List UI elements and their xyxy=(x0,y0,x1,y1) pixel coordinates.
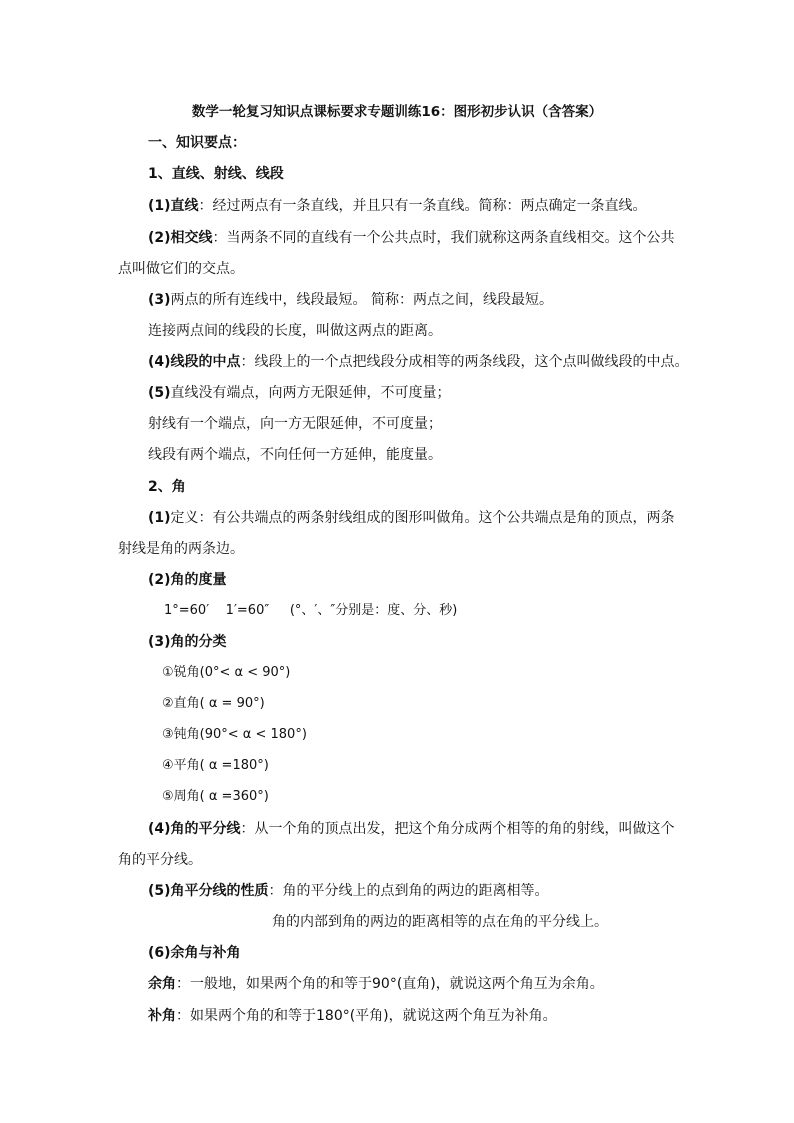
term-complementary: 余角 xyxy=(148,976,176,992)
item-angle-types xyxy=(148,632,227,652)
item-text: 两点的所有连线中，线段最短。 简称：两点之间，线段最短。 xyxy=(170,292,553,308)
angle-type-full: ⑤周角( α =360°) xyxy=(162,789,269,804)
angle-type-straight: ④平角( α =180°) xyxy=(162,758,269,773)
term-supplementary: 补角 xyxy=(148,1008,176,1024)
angle-type-obtuse: ③钝角(90°< α < 180°) xyxy=(162,727,307,742)
distance-definition: 连接两点间的线段的长度，叫做这两点的距离。 xyxy=(148,323,442,339)
item-number: (1) xyxy=(148,510,171,526)
term-midpoint: 线段的中点 xyxy=(170,354,241,370)
ray-description: 射线有一个端点，向一方无限延伸，不可度量； xyxy=(148,416,442,432)
item-text: 定义：有公共端点的两条射线组成的图形叫做角。这个公共端点是角的顶点，两条 xyxy=(170,510,675,526)
term-intersecting-lines: 相交线 xyxy=(170,230,213,246)
item-continuation: 点叫做它们的交点。 xyxy=(118,261,244,277)
item-text: 余角与补角 xyxy=(170,945,241,961)
item-angle-measure xyxy=(148,570,227,590)
term-straight-line: 直线 xyxy=(170,198,199,214)
item-number: (4) xyxy=(148,821,171,837)
item-intersecting-lines xyxy=(148,228,675,248)
item-text: ：如果两个角的和等于180°(平角)，就说这两个角互为补角。 xyxy=(176,1008,557,1024)
item-text: ：经过两点有一条直线，并且只有一条直线。简称：两点确定一条直线。 xyxy=(198,198,647,214)
document-title: 数学一轮复习知识点课标要求专题训练16：图形初步认识（含答案） xyxy=(191,104,603,120)
item-continuation: 角的平分线。 xyxy=(118,852,202,868)
item-number: (2) xyxy=(148,572,171,588)
item-shortest-segment xyxy=(148,290,553,310)
item-number: (4) xyxy=(148,354,171,370)
section-heading-knowledge: 一、知识要点： xyxy=(148,135,246,151)
item-number: (5) xyxy=(148,385,171,401)
item-number: (1) xyxy=(148,198,171,214)
item-text: 直线没有端点，向两方无限延伸，不可度量； xyxy=(170,385,451,401)
angle-units: 1°=60′ 1′=60″ (°、′、″分别是：度、分、秒) xyxy=(164,603,458,618)
item-number: (3) xyxy=(148,634,171,650)
item-text: ：角的平分线上的点到角的两边的距离相等。 xyxy=(268,883,549,899)
item-angle-definition xyxy=(148,508,675,528)
item-text: ：当两条不同的直线有一个公共点时，我们就称这两条直线相交。这个公共 xyxy=(212,230,675,246)
supplementary-definition xyxy=(148,1006,557,1026)
item-text: 角的度量 xyxy=(170,572,227,588)
item-endpoints xyxy=(148,383,451,403)
item-midpoint xyxy=(148,352,689,372)
angle-type-acute: ①锐角(0°< α < 90°) xyxy=(162,665,291,680)
item-number: (5) xyxy=(148,883,171,899)
item-text: ：从一个角的顶点出发，把这个角分成两个相等的角的射线，叫做这个 xyxy=(240,821,675,837)
item-complementary-supplementary xyxy=(148,943,241,963)
segment-description: 线段有两个端点，不向任何一方延伸，能度量。 xyxy=(148,447,442,463)
item-number: (3) xyxy=(148,292,171,308)
item-text: ：一般地，如果两个角的和等于90°(直角)，就说这两个角互为余角。 xyxy=(176,976,604,992)
item-text: 角的分类 xyxy=(170,634,227,650)
term-angle-bisector: 角的平分线 xyxy=(170,821,241,837)
item-continuation: 射线是角的两条边。 xyxy=(118,541,244,557)
item-text: ：线段上的一个点把线段分成相等的两条线段，这个点叫做线段的中点。 xyxy=(240,354,689,370)
item-number: (2) xyxy=(148,230,171,246)
subheading-lines: 1、直线、射线、线段 xyxy=(148,166,284,182)
term-bisector-property: 角平分线的性质 xyxy=(170,883,269,899)
subheading-angles: 2、角 xyxy=(148,479,186,495)
item-straight-line xyxy=(148,196,647,216)
item-bisector-property xyxy=(148,881,549,901)
item-angle-bisector xyxy=(148,819,675,839)
bisector-converse: 角的内部到角的两边的距离相等的点在角的平分线上。 xyxy=(272,914,608,930)
complementary-definition xyxy=(148,974,604,994)
angle-type-right: ②直角( α = 90°) xyxy=(162,696,265,711)
item-number: (6) xyxy=(148,945,171,961)
